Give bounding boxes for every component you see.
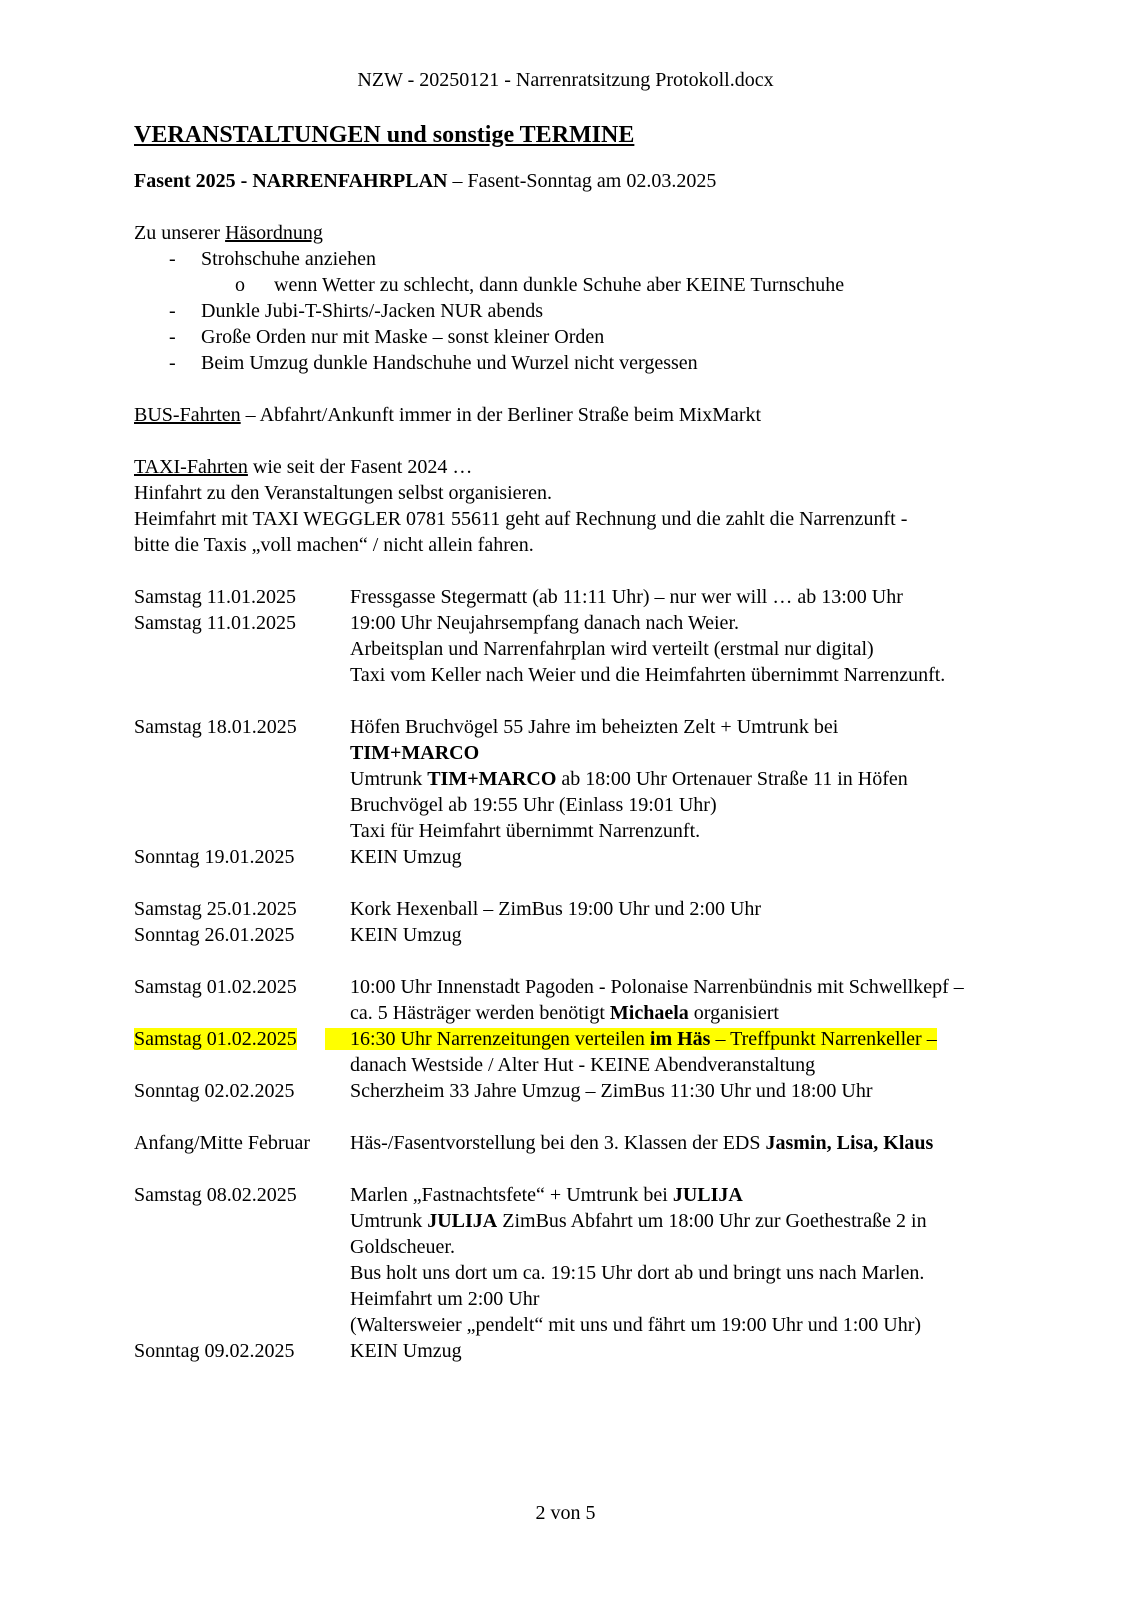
event-row-highlighted	[134, 1026, 1054, 1078]
list-item	[134, 246, 1054, 272]
event-date: Samstag 18.01.2025	[134, 716, 297, 738]
bus-text: – Abfahrt/Ankunft immer in der Berliner Straße beim MixMarkt	[240, 404, 762, 426]
dash-marker: -	[169, 326, 176, 348]
event-desc: KEIN Umzug	[350, 924, 462, 946]
event-date: Samstag 25.01.2025	[134, 898, 297, 920]
event-row	[134, 974, 1054, 1026]
event-desc: Kork Hexenball – ZimBus 19:00 Uhr und 2:00 Uhr	[350, 898, 762, 920]
event-desc: KEIN Umzug	[350, 846, 462, 868]
section-title: VERANSTALTUNGEN und sonstige TERMINE	[134, 122, 635, 148]
list-item-text: Beim Umzug dunkle Handschuhe und Wurzel nicht vergessen	[201, 352, 698, 374]
event-desc: 16:30 Uhr Narrenzeitungen verteilen im Häs – Treffpunkt Narrenkeller – danach Westside / Alter Hut - KEINE Abendveranstaltung	[350, 1026, 1054, 1078]
haes-link: Häsordnung	[225, 222, 323, 244]
taxi-text: wie seit der Fasent 2024 …	[247, 456, 473, 478]
event-desc: 19:00 Uhr Neujahrsempfang danach nach Weier. Arbeitsplan und Narrenfahrplan wird verteilt (erstmal nur digital) Taxi vom Keller nach Weier und die Heimfahrten übernimmt Narrenzunft.	[350, 612, 946, 686]
event-row	[134, 1182, 1054, 1338]
dash-marker: -	[169, 352, 176, 374]
event-row	[134, 1078, 1054, 1104]
event-date: Samstag 01.02.2025	[134, 1028, 297, 1050]
event-row	[134, 896, 1054, 922]
dash-marker: -	[169, 300, 176, 322]
document-header: NZW - 20250121 - Narrenratsitzung Protokoll.docx	[357, 69, 774, 91]
event-date: Samstag 11.01.2025	[134, 612, 297, 634]
sub-list-item	[134, 272, 1054, 298]
bus-label: BUS-Fahrten	[134, 404, 241, 426]
list-item-text: Dunkle Jubi-T-Shirts/-Jacken NUR abends	[201, 300, 543, 322]
taxi-line-4: bitte die Taxis „voll machen“ / nicht allein fahren.	[134, 534, 534, 556]
event-row	[134, 844, 1054, 870]
event-desc: Häs-/Fasentvorstellung bei den 3. Klassen der EDS Jasmin, Lisa, Klaus	[350, 1132, 934, 1154]
event-date: Anfang/Mitte Februar	[134, 1132, 311, 1154]
list-item-text: Strohschuhe anziehen	[201, 248, 376, 270]
event-row	[134, 922, 1054, 948]
event-row	[134, 610, 1054, 688]
taxi-line-3: Heimfahrt mit TAXI WEGGLER 0781 55611 geht auf Rechnung und die zahlt die Narrenzunft -	[134, 508, 908, 530]
dash-marker: -	[169, 248, 176, 270]
event-row	[134, 714, 1054, 844]
fasent-bold: Fasent 2025 - NARRENFAHRPLAN	[134, 170, 448, 192]
event-row	[134, 1338, 1054, 1364]
list-item	[134, 350, 1054, 376]
event-desc: 10:00 Uhr Innenstadt Pagoden - Polonaise Narrenbündnis mit Schwellkepf – ca. 5 Hästräger werden benötigt Michaela organisiert	[350, 976, 964, 1024]
fasent-line	[134, 168, 1054, 194]
circle-marker: o	[235, 274, 245, 296]
event-date: Samstag 08.02.2025	[134, 1184, 297, 1206]
bus-line	[134, 402, 1054, 428]
event-date: Sonntag 09.02.2025	[134, 1340, 295, 1362]
haes-intro-text: Zu unserer	[134, 222, 226, 244]
event-row	[134, 1130, 1054, 1156]
taxi-line-2: Hinfahrt zu den Veranstaltungen selbst organisieren.	[134, 482, 553, 504]
event-row	[134, 584, 1054, 610]
event-desc: KEIN Umzug	[350, 1340, 462, 1362]
list-item	[134, 324, 1054, 350]
event-desc: Fressgasse Stegermatt (ab 11:11 Uhr) – nur wer will … ab 13:00 Uhr	[350, 586, 903, 608]
event-date: Samstag 01.02.2025	[134, 976, 297, 998]
event-date: Samstag 11.01.2025	[134, 586, 297, 608]
document-body	[134, 120, 1054, 1364]
list-item	[134, 298, 1054, 324]
haes-intro	[134, 220, 1054, 246]
event-desc: Marlen „Fastnachtsfete“ + Umtrunk bei JULIJA Umtrunk JULIJA ZimBus Abfahrt um 18:00 Uhr zur Goethestraße 2 in Goldscheuer. Bus holt uns dort um ca. 19:15 Uhr dort ab und bringt uns nach Marlen. Heimfahrt um 2:00 Uhr (Waltersweier „pendelt“ mit uns und fährt um 19:00 Uhr und 1:00 Uhr)	[350, 1184, 927, 1336]
page-number: 2 von 5	[535, 1502, 596, 1524]
event-date: Sonntag 26.01.2025	[134, 924, 295, 946]
taxi-label: TAXI-Fahrten	[134, 456, 248, 478]
event-desc: Scherzheim 33 Jahre Umzug – ZimBus 11:30 Uhr und 18:00 Uhr	[350, 1080, 873, 1102]
fasent-rest: – Fasent-Sonntag am 02.03.2025	[447, 170, 717, 192]
list-item-text: wenn Wetter zu schlecht, dann dunkle Schuhe aber KEINE Turnschuhe	[274, 274, 845, 296]
taxi-line	[134, 454, 1054, 480]
list-item-text: Große Orden nur mit Maske – sonst kleiner Orden	[201, 326, 605, 348]
event-desc: Höfen Bruchvögel 55 Jahre im beheizten Zelt + Umtrunk bei TIM+MARCO Umtrunk TIM+MARCO ab 18:00 Uhr Ortenauer Straße 11 in Höfen Bruchvögel ab 19:55 Uhr (Einlass 19:01 Uhr) Taxi für Heimfahrt übernimmt Narrenzunft.	[350, 716, 908, 842]
event-date: Sonntag 02.02.2025	[134, 1080, 295, 1102]
event-date: Sonntag 19.01.2025	[134, 846, 295, 868]
